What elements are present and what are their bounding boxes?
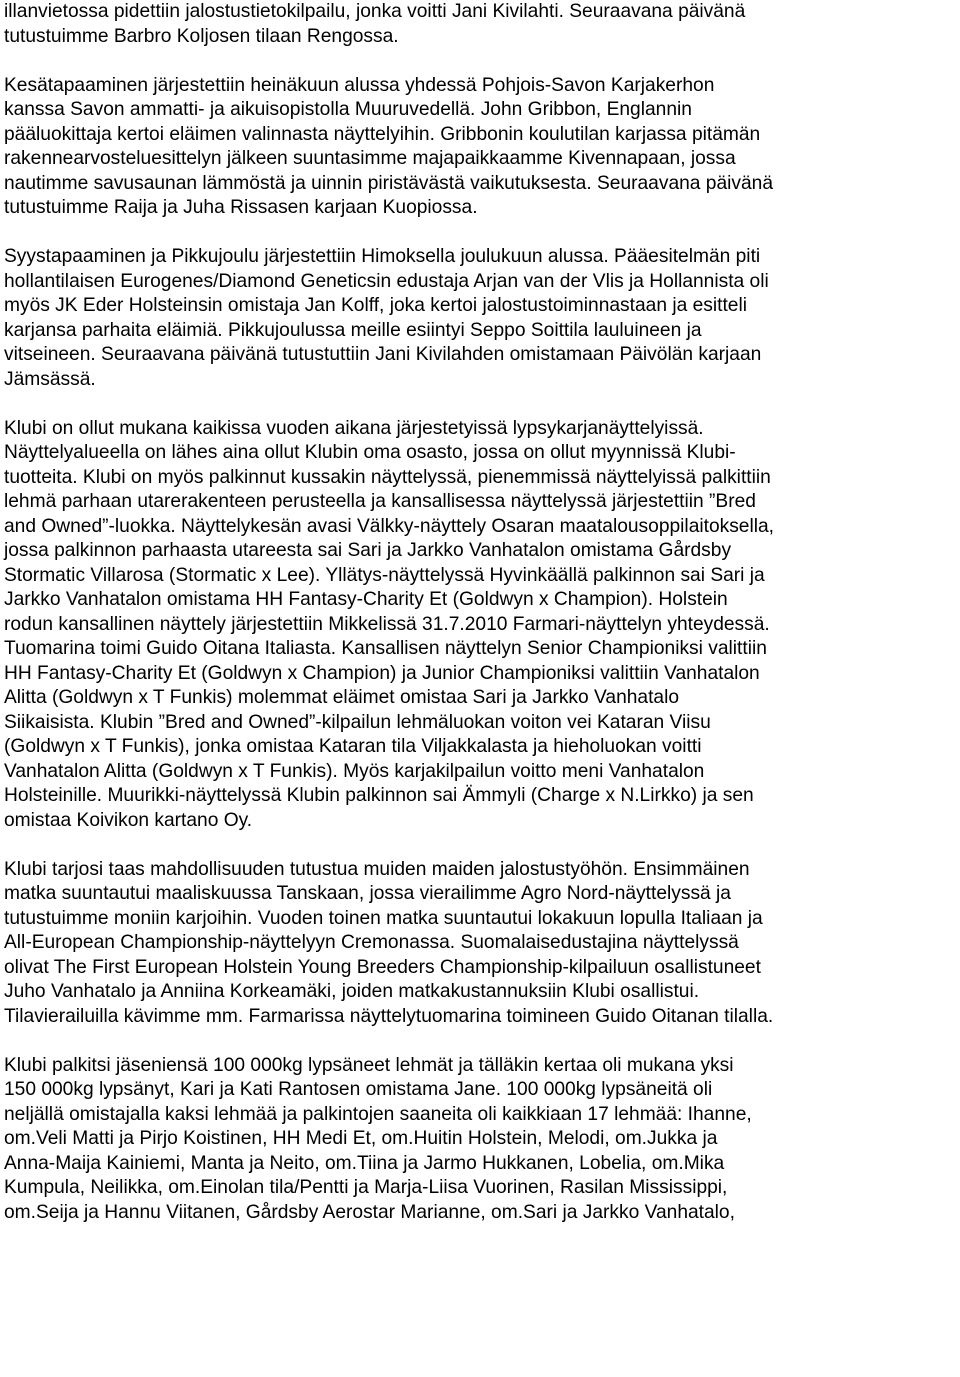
text-line: om.Seija ja Hannu Viitanen, Gårdsby Aerostar Marianne, om.Sari ja Jarkko Vanhatalo,	[4, 1201, 735, 1223]
text-line: tutustuimme Raija ja Juha Rissasen karjaan Kuopiossa.	[4, 197, 478, 218]
text-line: HH Fantasy-Charity Et (Goldwyn x Champion) ja Junior Championiksi valittiin Vanhatalon	[4, 662, 760, 684]
text-line: Stormatic Villarosa (Stormatic x Lee). Yllätys-näyttelyssä Hyvinkäällä palkinnon sai Sari ja	[4, 564, 765, 586]
text-line: Klubi tarjosi taas mahdollisuuden tutustua muiden maiden jalostustyöhön. Ensimmäinen	[4, 858, 750, 880]
text-line: Näyttelyalueella on lähes aina ollut Klubin oma osasto, jossa on ollut myynnissä Klubi-	[4, 442, 736, 463]
text-line: Anna-Maija Kainiemi, Manta ja Neito, om.Tiina ja Jarmo Hukkanen, Lobelia, om.Mika	[4, 1152, 725, 1174]
paragraph	[4, 858, 958, 1030]
paragraph	[4, 74, 958, 221]
text-line: pääluokittaja kertoi eläimen valinnasta näyttelyihin. Gribbonin koulutilan karjassa pitämän	[4, 123, 761, 145]
text-line: and Owned”-luokka. Näyttelykesän avasi Välkky-näyttely Osaran maatalousoppilaitoksella,	[4, 515, 775, 537]
text-line: Alitta (Goldwyn x T Funkis) molemmat eläimet omistaa Sari ja Jarkko Vanhatalo	[4, 687, 680, 708]
text-line: kanssa Savon ammatti- ja aikuisopistolla Muuruvedellä. John Gribbon, Englannin	[4, 99, 692, 120]
text-line: Kumpula, Neilikka, om.Einolan tila/Pentti ja Marja-Liisa Vuorinen, Rasilan Mississippi,	[4, 1177, 728, 1198]
text-line: omistaa Koivikon kartano Oy.	[4, 809, 253, 831]
text-line: Klubi palkitsi jäseniensä 100 000kg lypsäneet lehmät ja tälläkin kertaa oli mukana yksi	[4, 1054, 734, 1076]
text-line: (Goldwyn x T Funkis), jonka omistaa Kataran tila Viljakkalasta ja hieholuokan voitti	[4, 736, 702, 757]
text-line: matka suuntautui maaliskuussa Tanskaan, jossa vierailimme Agro Nord-näyttelyssä ja	[4, 883, 731, 904]
paragraph	[4, 1054, 958, 1226]
text-line: neljällä omistajalla kaksi lehmää ja palkintojen saaneita oli kaikkiaan 17 lehmää: Ihanne,	[4, 1103, 752, 1125]
text-line: nautimme savusaunan lämmöstä ja uinnin piristävästä vaikutuksesta. Seuraavana päivänä	[4, 172, 773, 194]
text-line: Holsteinille. Muurikki-näyttelyssä Klubin palkinnon sai Ämmyli (Charge x N.Lirkko) ja sen	[4, 785, 754, 806]
text-line: Siikaisista. Klubin ”Bred and Owned”-kilpailun lehmäluokan voiton vei Kataran Viisu	[4, 711, 711, 733]
text-line: Syystapaaminen ja Pikkujoulu järjestettiin Himoksella joulukuun alussa. Pääesitelmän piti	[4, 246, 761, 267]
text-line: Tilavierailuilla kävimme mm. Farmarissa näyttelytuomarina toimineen Guido Oitanan tilalla.	[4, 1005, 774, 1027]
text-line: jossa palkinnon parhaasta utareesta sai Sari ja Jarkko Vanhatalon omistama Gårdsby	[4, 540, 732, 561]
text-line: rodun kansallinen näyttely järjestettiin Mikkelissä 31.7.2010 Farmari-näyttelyn yhteydessä.	[4, 613, 770, 635]
text-line: Vanhatalon Alitta (Goldwyn x T Funkis). Myös karjakilpailun voitto meni Vanhatalon	[4, 760, 705, 782]
text-line: olivat The First European Holstein Young Breeders Championship-kilpailuun osallistuneet	[4, 956, 761, 978]
text-line: Klubi on ollut mukana kaikissa vuoden aikana järjestetyissä lypsykarjanäyttelyissä.	[4, 417, 704, 439]
text-line: hollantilaisen Eurogenes/Diamond Geneticsin edustaja Arjan van der Vlis ja Hollannista oli	[4, 270, 769, 292]
paragraph	[4, 0, 958, 49]
text-line: myös JK Eder Holsteinsin omistaja Jan Kolff, joka kertoi jalostustoiminnastaan ja esitteli	[4, 295, 747, 316]
text-line: Juho Vanhatalo ja Anniina Korkeamäki, joiden matkakustannuksiin Klubi osallistui.	[4, 981, 700, 1002]
text-line: 150 000kg lypsänyt, Kari ja Kati Rantosen omistama Jane. 100 000kg lypsäneitä oli	[4, 1079, 713, 1100]
text-line: All-European Championship-näyttelyyn Cremonassa. Suomalaisedustajina näyttelyssä	[4, 932, 739, 953]
document-page	[4, 0, 958, 1225]
text-line: tutustuimme Barbro Koljosen tilaan Rengossa.	[4, 25, 399, 47]
paragraph	[4, 417, 958, 834]
text-line: illanvietossa pidettiin jalostustietokilpailu, jonka voitti Jani Kivilahti. Seuraavana päivänä	[4, 1, 746, 22]
text-line: lehmä parhaan utarerakenteen perusteella ja kansallisessa näyttelyssä järjestettiin ”Bred	[4, 491, 756, 512]
text-line: tuotteita. Klubi on myös palkinnut kussakin näyttelyssä, pienemmissä näyttelyissä palkittiin	[4, 466, 771, 488]
text-line: Jämsässä.	[4, 368, 96, 390]
text-line: karjansa parhaita eläimiä. Pikkujoulussa meille esiintyi Seppo Soittila lauluineen ja	[4, 319, 702, 341]
text-line: Tuomarina toimi Guido Oitana Italiasta. Kansallisen näyttelyn Senior Championiksi valittiin	[4, 638, 767, 659]
text-line: om.Veli Matti ja Pirjo Koistinen, HH Medi Et, om.Huitin Holstein, Melodi, om.Jukka ja	[4, 1128, 718, 1149]
text-line: vitseineen. Seuraavana päivänä tutustuttiin Jani Kivilahden omistamaan Päivölän karjaan	[4, 344, 762, 365]
text-line: Jarkko Vanhatalon omistama HH Fantasy-Charity Et (Goldwyn x Champion). Holstein	[4, 589, 728, 610]
text-line: rakennearvosteluesittelyn jälkeen suuntasimme majapaikkaamme Kivennapaan, jossa	[4, 148, 736, 169]
text-line: tutustuimme moniin karjoihin. Vuoden toinen matka suuntautui lokakuun lopulla Italiaan ja	[4, 907, 763, 929]
paragraph	[4, 245, 958, 392]
text-line: Kesätapaaminen järjestettiin heinäkuun alussa yhdessä Pohjois-Savon Karjakerhon	[4, 74, 715, 96]
